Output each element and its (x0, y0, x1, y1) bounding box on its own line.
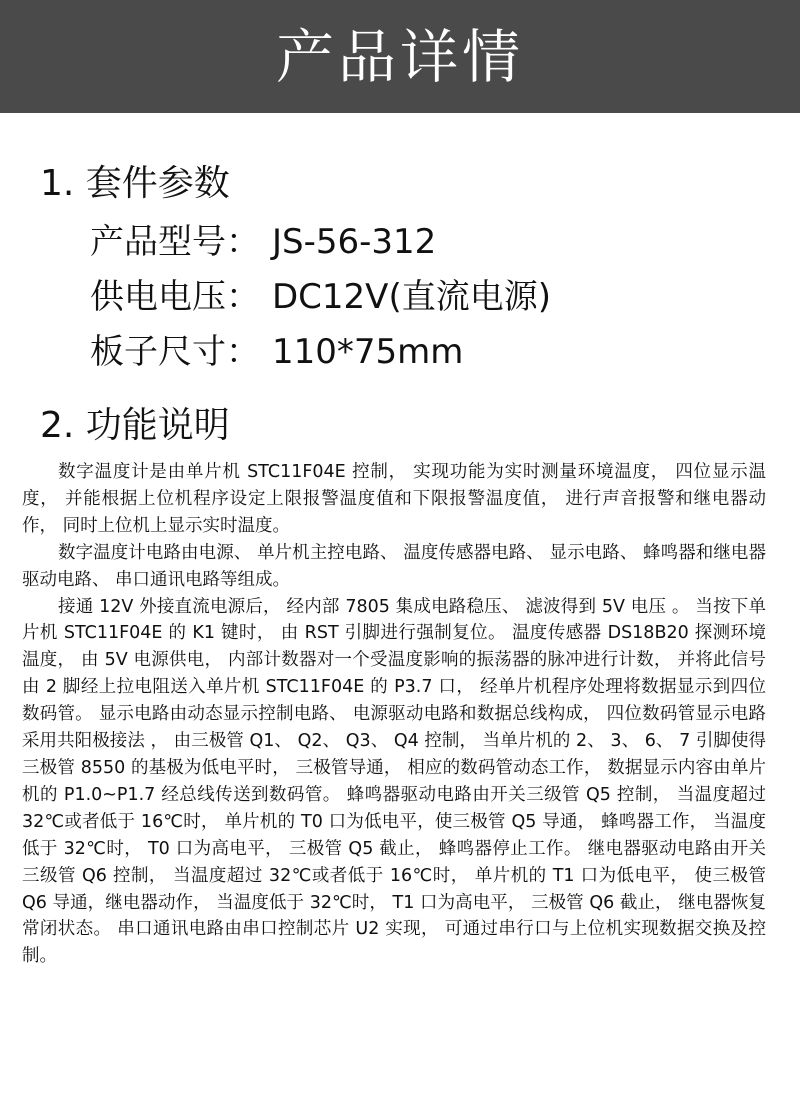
description-paragraph: 数字温度计是由单片机 STC11F04E 控制， 实现功能为实时测量环境温度， 四位显示温度， 并能根据上位机程序设定上限报警温度值和下限报警温度值， 进行声音报警和继电器动作， 同时上位机上显示实时温度。 (22, 462, 766, 536)
banner-title: 产品详情 (275, 23, 524, 91)
param-row-voltage (90, 275, 551, 319)
section-heading-kit-params: 1. 套件参数 (40, 163, 230, 204)
header-banner (0, 0, 800, 113)
description-paragraph: 数字温度计电路由电源、 单片机主控电路、 温度传感器电路、 显示电路、 蜂鸣器和继电器驱动电路、 串口通讯电路等组成。 (22, 542, 766, 590)
param-value: 110*75mm (272, 332, 464, 372)
param-value: JS-56-312 (272, 222, 437, 262)
param-label: 板子尺寸： (90, 332, 260, 372)
function-description (22, 459, 766, 970)
param-value: DC12V(直流电源) (272, 277, 551, 317)
section-heading-function-desc: 2. 功能说明 (40, 405, 230, 446)
param-row-board-size (90, 330, 463, 374)
param-label: 供电电压： (90, 277, 260, 317)
param-label: 产品型号： (90, 222, 260, 262)
description-paragraph: 接通 12V 外接直流电源后， 经内部 7805 集成电路稳压、 滤波得到 5V 电压 。 当按下单片机 STC11F04E 的 K1 键时， 由 RST 引脚进行强制复位。 温度传感器 DS18B20 探测环境温度， 由 5V 电源供电， 内部计数器对一个受温度影响的振荡器的脉冲进行计数， 并将此信号由 2 脚经上拉电阻送入单片机 STC11F04E 的 P3.7 口， 经单片机程序处理将数据显示到四位数码管。 显示电路由动态显示控制电路、 电源驱动电路和数据总线构成， 四位数码管显示电路采用共阳极接法 ， 由三极管 Q1、 Q2、 Q3、 Q4 控制， 当单片机的 2、 3、 6、 7 引脚使得三极管 8550 的基极为低电平时， 三极管导通， 相应的数码管动态工作， 数据显示内容由单片机的 P1.0~P1.7 经总线传送到数码管。 蜂鸣器驱动电路由开关三级管 Q5 控制， 当温度超过 32℃或者低于 16℃时， 单片机的 T0 口为低电平，使三极管 Q5 导通， 蜂鸣器工作， 当温度低于 32℃时， T0 口为高电平， 三极管 Q5 截止， 蜂鸣器停止工作。 继电器驱动电路由开关三级管 Q6 控制， 当温度超过 32℃或者低于 16℃时， 单片机的 T1 口为低电平， 使三极管 Q6 导通，继电器动作， 当温度低于 32℃时， T1 口为高电平， 三极管 Q6 截止， 继电器恢复常闭状态。 串口通讯电路由串口控制芯片 U2 实现， 可通过串行口与上位机实现数据交换及控制。 (22, 596, 766, 967)
param-row-model (90, 220, 436, 264)
